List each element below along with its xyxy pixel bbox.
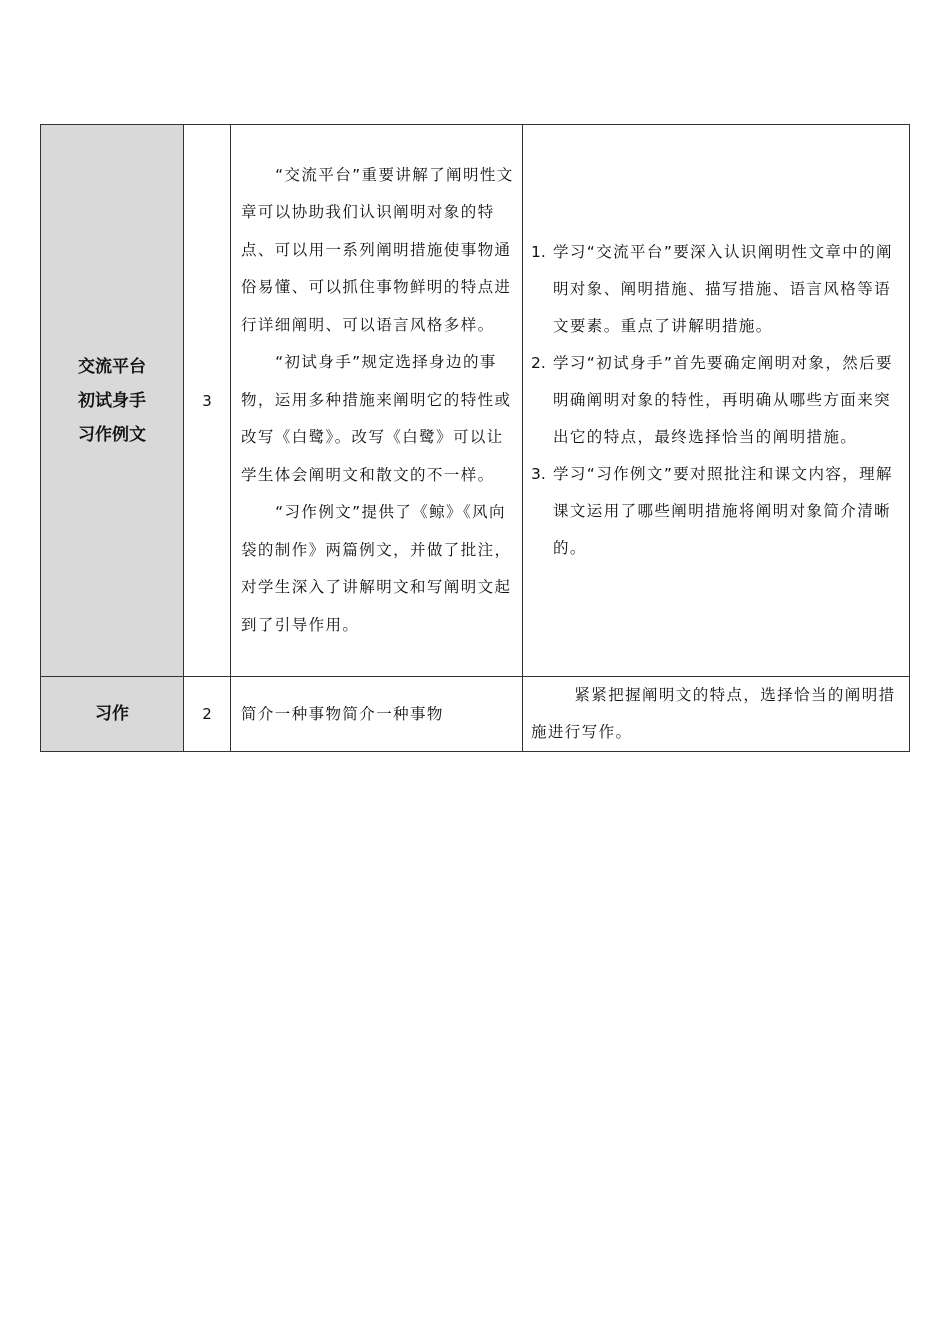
teaching-points-cell: [523, 125, 910, 677]
content-cell: [231, 125, 523, 677]
unit-name-cell: 习作: [41, 677, 184, 752]
unit-name-line: 习作例文: [78, 424, 146, 445]
lesson-plan-table: [40, 124, 910, 752]
content-paragraph: “习作例文”提供了《鲸》《风向袋的制作》两篇例文，并做了批注，对学生深入了讲解明文和写阐明文起到了引导作用。: [241, 503, 512, 634]
list-item: [531, 234, 901, 345]
list-number: 1.: [531, 243, 546, 261]
teaching-points-cell: [523, 677, 910, 752]
content-paragraph: “初试身手”规定选择身边的事物，运用多种措施来阐明它的特性或改写《白鹭》。改写《白鹭》可以让学生体会阐明文和散文的不一样。: [241, 353, 512, 484]
teaching-points-list: [531, 234, 901, 567]
list-item: [531, 456, 901, 567]
table-row: [41, 125, 910, 677]
table-row: [41, 677, 910, 752]
unit-name-line: 交流平台: [78, 356, 146, 377]
class-hours-cell: 3: [184, 125, 231, 677]
list-number: 2.: [531, 354, 546, 372]
content-paragraph: 简介一种事物简介一种事物: [241, 704, 444, 723]
unit-name-line: 初试身手: [78, 390, 146, 411]
class-hours-cell: 2: [184, 677, 231, 752]
unit-name-cell: [41, 125, 184, 677]
content-cell: [231, 677, 523, 752]
list-text: 学习“习作例文”要对照批注和课文内容，理解课文运用了哪些阐明措施将阐明对象简介清晰的。: [553, 465, 893, 557]
content-paragraph: “交流平台”重要讲解了阐明性文章可以协助我们认识阐明对象的特点、可以用一系列阐明措施使事物通俗易懂、可以抓住事物鲜明的特点进行详细阐明、可以语言风格多样。: [241, 165, 514, 334]
list-text: 学习“初试身手”首先要确定阐明对象，然后要明确阐明对象的特性，再明确从哪些方面来突出它的特点，最终选择恰当的阐明措施。: [553, 354, 893, 446]
list-item: [531, 345, 901, 456]
teaching-points-text: 紧紧把握阐明文的特点，选择恰当的阐明措施进行写作。: [531, 686, 896, 741]
list-number: 3.: [531, 465, 546, 483]
list-text: 学习“交流平台”要深入认识阐明性文章中的阐明对象、阐明措施、描写措施、语言风格等语文要素。重点了讲解明措施。: [553, 243, 893, 335]
